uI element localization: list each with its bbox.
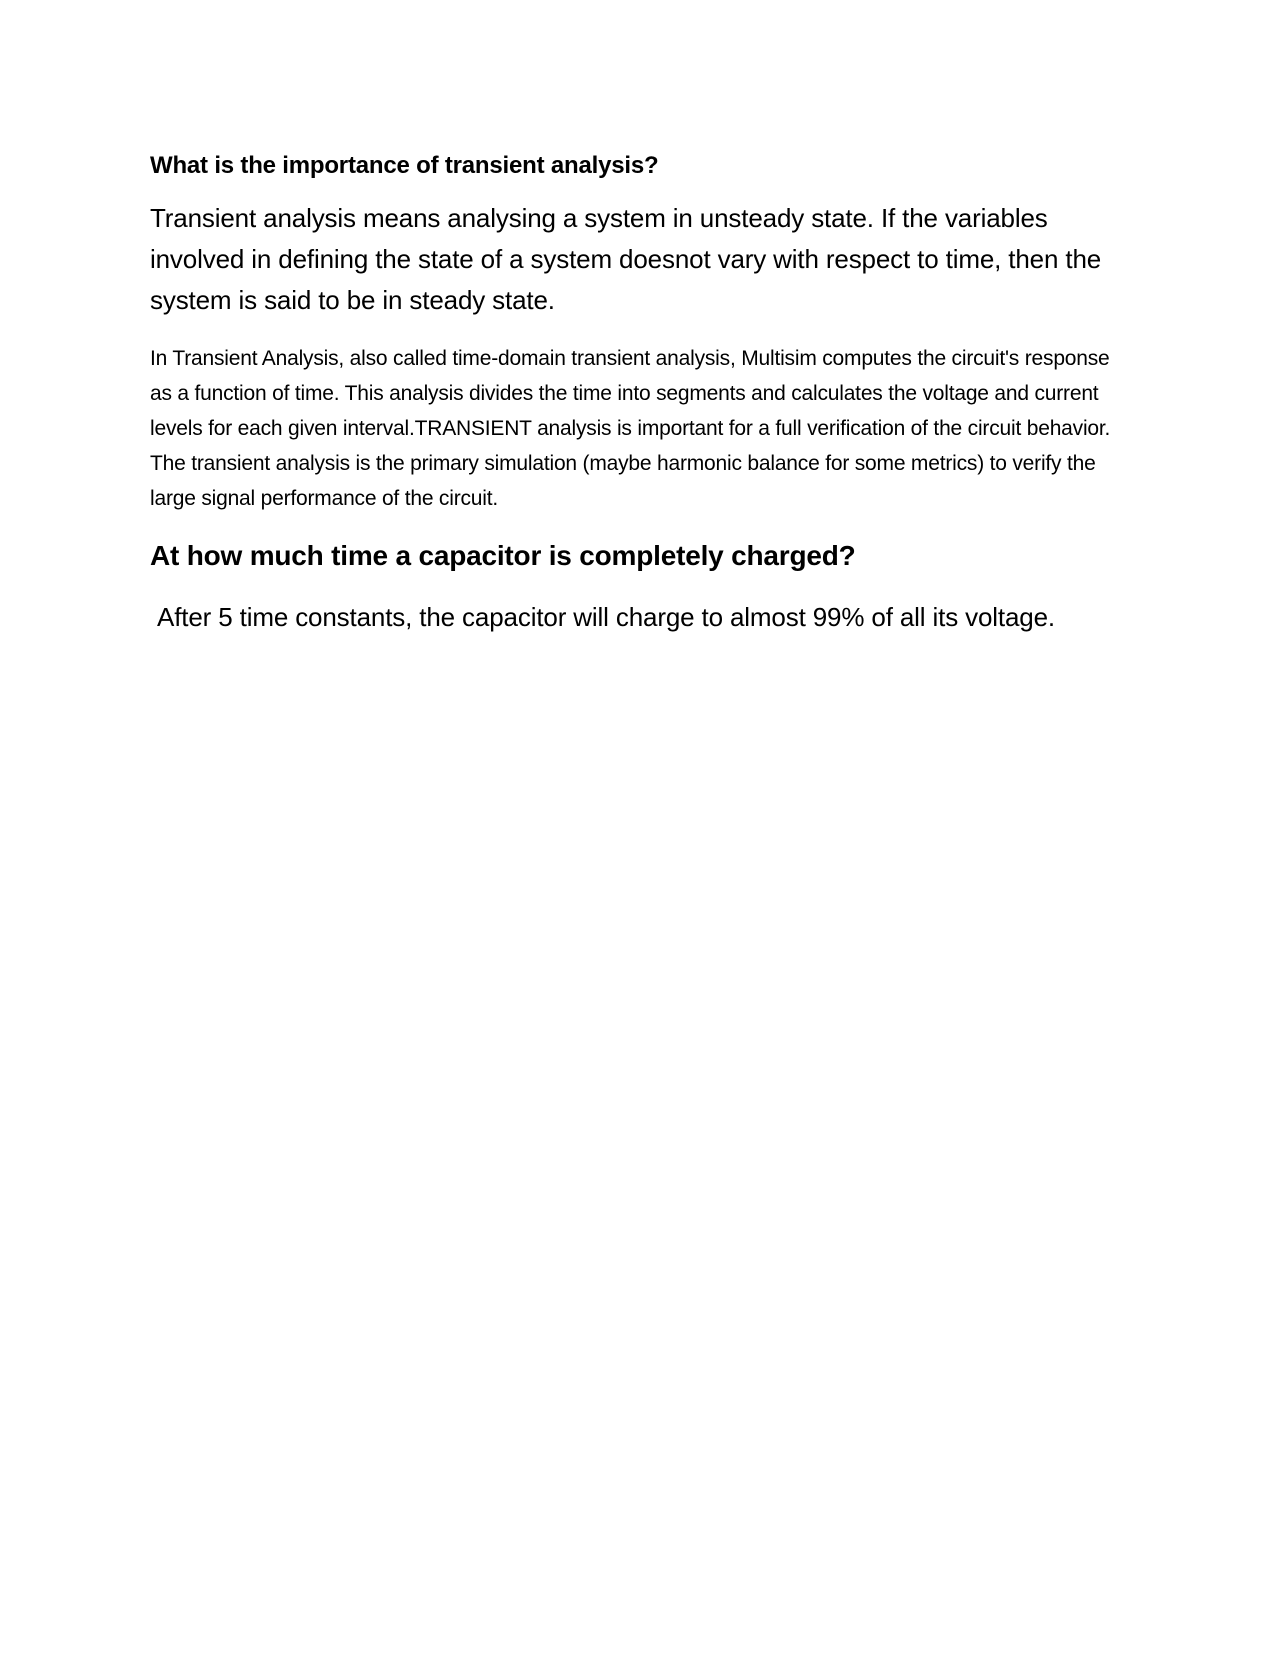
document-body [150, 150, 1135, 636]
question-heading-capacitor-charge: At how much time a capacitor is completely charged? [150, 540, 856, 571]
answer-paragraph-multisim: In Transient Analysis, also called time-domain transient analysis, Multisim computes the circuit's response as a function of time. This analysis divides the time into segments and calculates the voltage and current levels for each given interval.TRANSIENT analysis is important for a full verification of the circuit behavior. The transient analysis is the primary simulation (maybe harmonic balance for some metrics) to verify the large signal performance of the circuit. [150, 347, 1111, 510]
question-heading-transient-analysis: What is the importance of transient analysis? [150, 152, 659, 179]
answer-paragraph-time-constants: After 5 time constants, the capacitor will charge to almost 99% of all its voltage. [157, 602, 1055, 632]
answer-paragraph-steady-state: Transient analysis means analysing a system in unsteady state. If the variables involved in defining the state of a system doesnot vary with respect to time, then the system is said to be in steady state. [150, 203, 1102, 315]
